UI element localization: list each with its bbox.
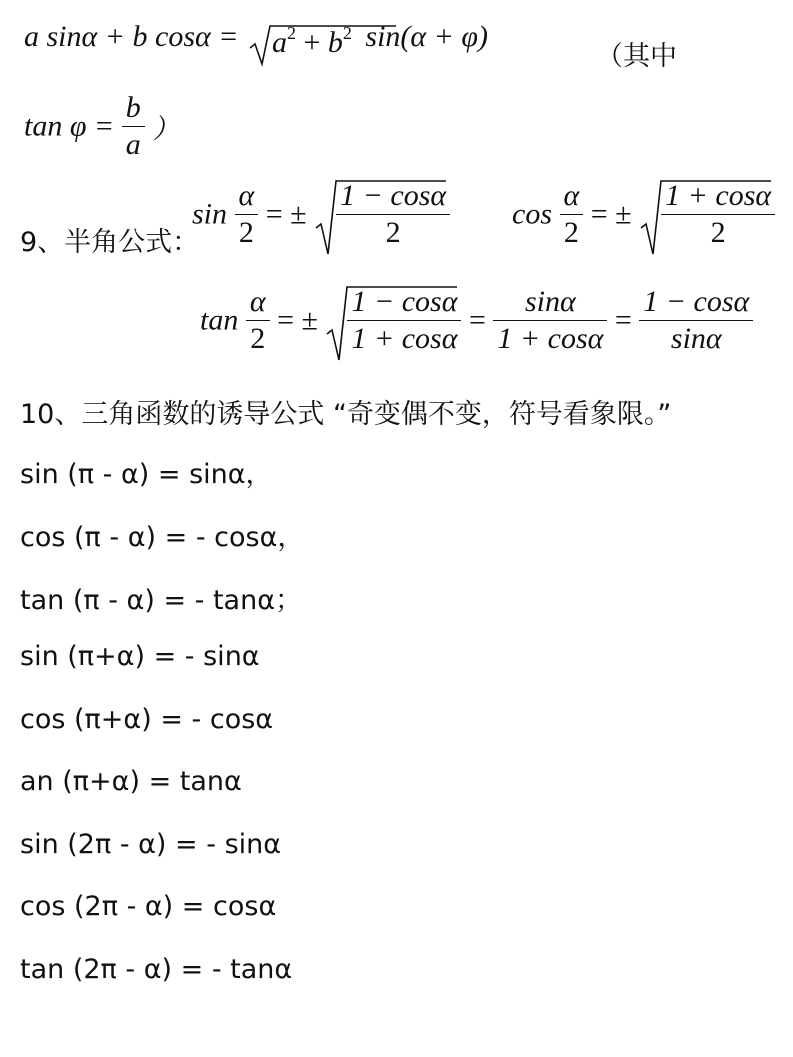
half-angle-sin — [192, 178, 450, 251]
b-var: b — [327, 26, 343, 60]
frac-den: a — [125, 128, 141, 161]
sqrt-frac — [314, 178, 450, 251]
b-over-a — [122, 90, 145, 163]
tan-phi-formula — [24, 90, 179, 163]
sqrt-frac — [325, 284, 461, 357]
cos-label: cos — [512, 197, 552, 231]
section10-heading: 10、三角函数的诱导公式 “奇变偶不变，符号看象限。” — [20, 399, 672, 430]
frac-den: 2 — [385, 216, 401, 249]
half-angle-cos — [512, 178, 775, 251]
eq-pm: = ± — [265, 197, 307, 231]
identity-line: tan (2π - α) = - tanα — [20, 954, 293, 985]
a-var: a — [271, 26, 287, 60]
frac-den: 2 — [250, 322, 266, 355]
aux-angle-formula — [24, 20, 488, 60]
aux-note-open: （其中 — [596, 41, 677, 72]
alpha-over-2 — [560, 178, 584, 251]
frac-den: 1 + cosα — [351, 322, 458, 355]
radical-sign — [325, 284, 459, 364]
frac-num: 1 − cosα — [347, 284, 461, 321]
frac-num: 1 − cosα — [336, 178, 450, 215]
identity-line: an (π+α) = tanα — [20, 766, 242, 797]
identity-line: tan (π - α) = - tanα； — [20, 585, 303, 616]
sqrt-frac — [639, 178, 775, 251]
frac-num: α — [560, 178, 584, 215]
sin-over-1pluscos — [493, 284, 607, 357]
a-exp: 2 — [286, 23, 296, 44]
frac-num: sinα — [493, 284, 607, 321]
aux-rhs: sin(α + φ) — [365, 20, 488, 53]
tan-phi-lhs: tan φ = — [24, 109, 115, 143]
aux-note-close: ） — [152, 114, 180, 145]
identity-line: cos (π - α) = - cosα， — [20, 522, 305, 553]
frac-den: 1 + cosα — [497, 322, 604, 355]
frac-num: α — [235, 178, 259, 215]
radical-sign — [639, 178, 773, 258]
radical-sign — [314, 178, 448, 258]
frac-den: 2 — [710, 216, 726, 249]
frac-num: 1 − cosα — [639, 284, 753, 321]
plus-sign: + — [303, 26, 321, 60]
sqrt-a2-b2 — [248, 22, 352, 60]
frac-den: sinα — [670, 322, 722, 355]
tan-label: tan — [200, 303, 239, 337]
b-exp: 2 — [342, 23, 352, 44]
eq: = — [468, 303, 486, 337]
identity-line: sin (π - α) = sinα， — [20, 459, 273, 490]
frac-num: b — [122, 90, 145, 127]
frac-den: 2 — [238, 216, 254, 249]
half-angle-tan — [200, 284, 753, 357]
alpha-over-2 — [235, 178, 259, 251]
aux-lhs: a sinα + b cosα = — [24, 20, 239, 53]
frac-den: 2 — [563, 216, 579, 249]
1minuscos-over-sin — [639, 284, 753, 357]
frac-num: α — [246, 284, 270, 321]
frac-num: 1 + cosα — [661, 178, 775, 215]
eq-pm: = ± — [590, 197, 632, 231]
identity-line: cos (2π - α) = cosα — [20, 891, 277, 922]
sin-label: sin — [192, 197, 228, 231]
eq: = — [614, 303, 632, 337]
eq-pm: = ± — [277, 303, 318, 337]
alpha-over-2 — [246, 284, 270, 357]
section9-heading: 9、半角公式： — [20, 227, 200, 258]
identity-line: sin (2π - α) = - sinα — [20, 829, 282, 860]
identity-line: cos (π+α) = - cosα — [20, 704, 274, 735]
identity-line: sin (π+α) = - sinα — [20, 641, 260, 672]
